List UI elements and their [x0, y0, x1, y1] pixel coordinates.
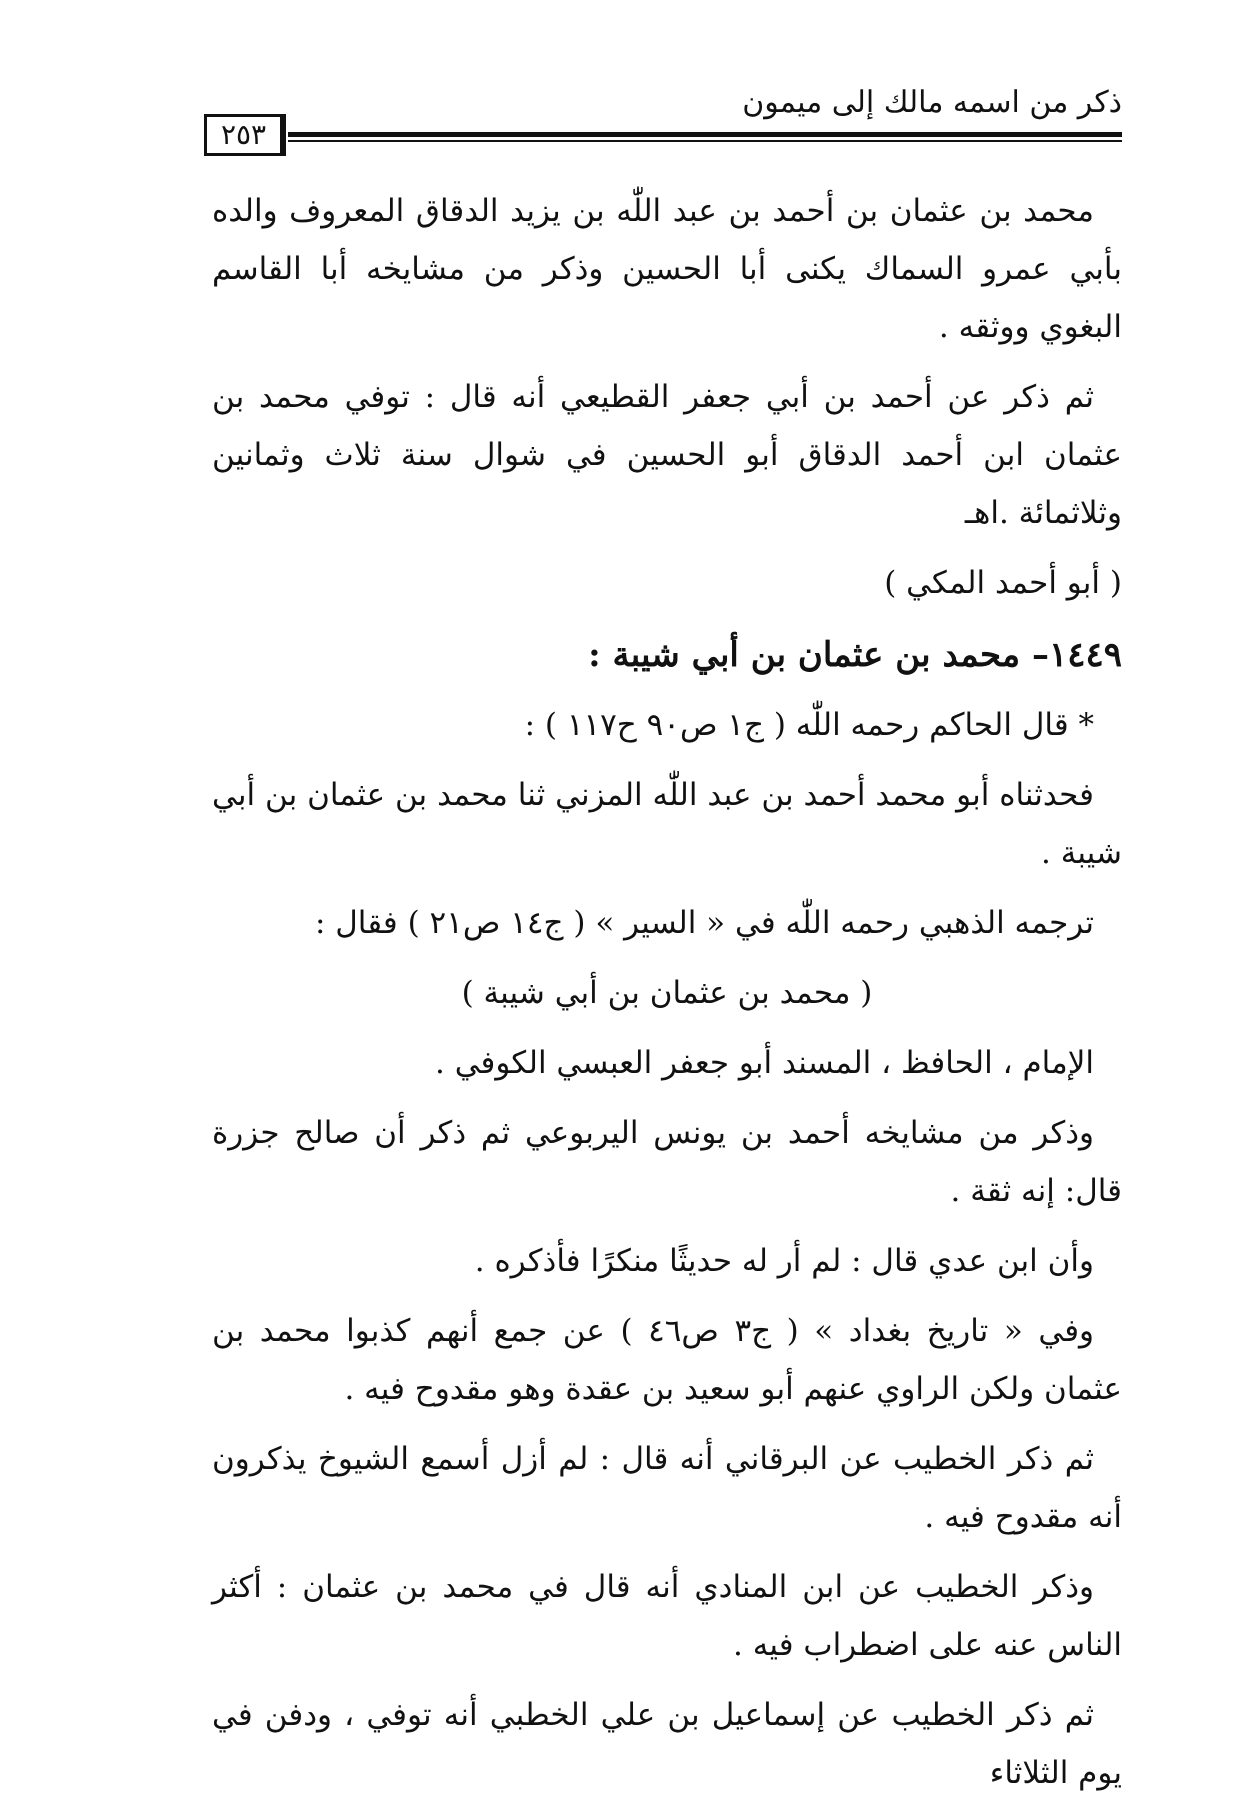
paragraph-narration: فحدثناه أبو محمد أحمد بن عبد اللّٰه المزني ثنا محمد بن عثمان بن أبي شيبة . [212, 777, 1122, 871]
paragraph-dhahabi: ترجمه الذهبي رحمه اللّٰه في « السير » ( ج١٤ ص٢١ ) فقال : [314, 905, 1094, 941]
page-number: ٢٥٣ [204, 114, 286, 156]
citation-line: * قال الحاكم رحمه اللّٰه ( ج١ ص٩٠ ح١١٧ ) : [524, 707, 1094, 743]
header-rule [288, 132, 1122, 137]
paragraph-ibn-munadi: وذكر الخطيب عن ابن المنادي أنه قال في محمد بن عثمان : أكثر الناس عنه على اضطراب فيه . [212, 1569, 1122, 1663]
paragraph-teachers: وذكر من مشايخه أحمد بن يونس اليربوعي ثم ذكر أن صالح جزرة قال: إنه ثقة . [212, 1115, 1122, 1209]
running-title: ذكر من اسمه مالك إلى ميمون [742, 85, 1122, 120]
entry-heading: ١٤٤٩– محمد بن عثمان بن أبي شيبة : [588, 635, 1122, 675]
paragraph-attribution: ( أبو أحمد المكي ) [884, 565, 1122, 601]
paragraph-ibn-adi: وأن ابن عدي قال : لم أر له حديثًا منكرًا فأذكره . [474, 1243, 1094, 1279]
paragraph-titles: الإمام ، الحافظ ، المسند أبو جعفر العبسي الكوفي . [435, 1045, 1094, 1081]
paragraph-name-title: ( محمد بن عثمان بن أبي شيبة ) [461, 975, 873, 1011]
paragraph-death-note: ثم ذكر عن أحمد بن أبي جعفر القطيعي أنه قال : توفي محمد بن عثمان ابن أحمد الدقاق أبو الحسين في شوال سنة ثلاث وثمانين وثلاثمائة .اهـ [212, 379, 1122, 531]
paragraph-khutabi: ثم ذكر الخطيب عن إسماعيل بن علي الخطبي أنه توفي ، ودفن في يوم الثلاثاء [212, 1697, 1122, 1791]
paragraph-baghdad-history: وفي « تاريخ بغداد » ( ج٣ ص٤٦ ) عن جمع أنهم كذبوا محمد بن عثمان ولكن الراوي عنهم أبو سعيد بن عقدة وهو مقدوح فيه . [212, 1313, 1122, 1407]
page-body [212, 182, 1122, 1814]
header-rule-thin [288, 140, 1122, 142]
paragraph-barqani: ثم ذكر الخطيب عن البرقاني أنه قال : لم أزل أسمع الشيوخ يذكرون أنه مقدوح فيه . [212, 1441, 1122, 1535]
paragraph-biography: محمد بن عثمان بن أحمد بن عبد اللّٰه بن يزيد الدقاق المعروف والده بأبي عمرو السماك يكنى أبا الحسين وذكر من مشايخه أبا القاسم البغوي ووثقه . [212, 193, 1122, 345]
